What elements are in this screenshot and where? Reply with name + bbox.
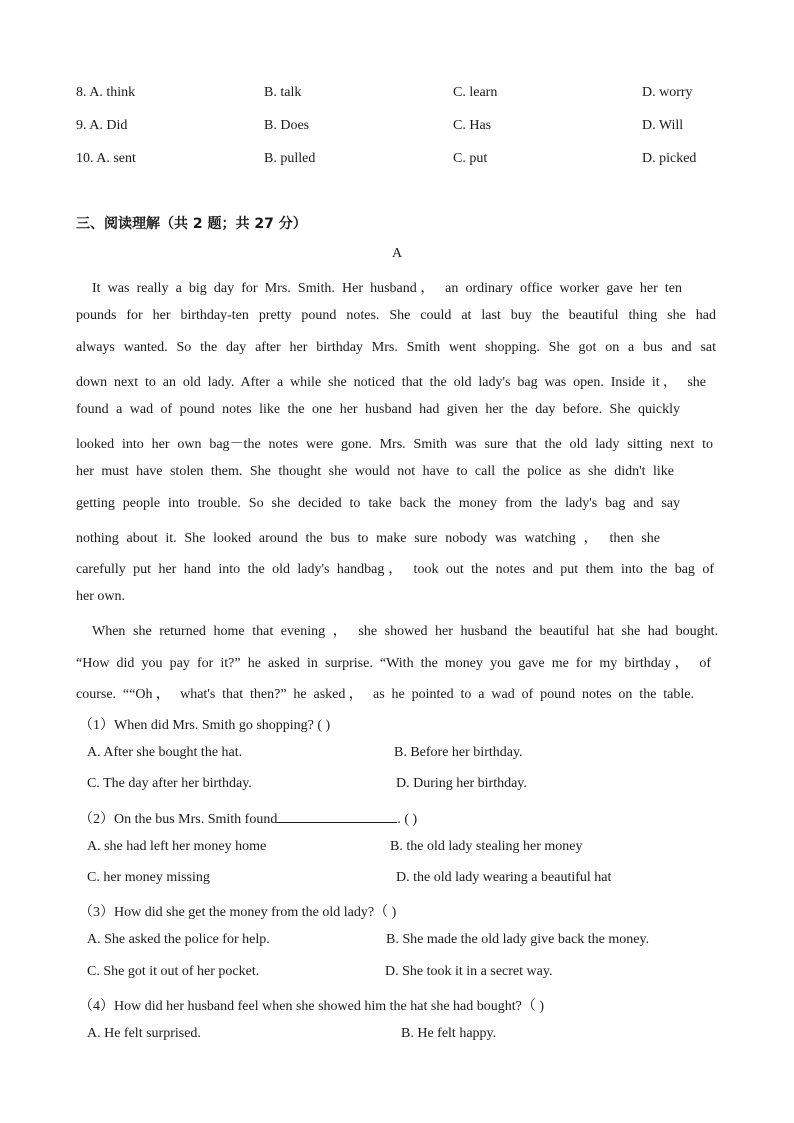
passage-line: her own.: [76, 589, 125, 604]
passage-line: found a wad of pound notes like the one her husband had given her the day before. She quickly: [76, 402, 680, 417]
question-stem: [79, 808, 417, 828]
option-a: 8. A. think: [76, 85, 136, 100]
answer-option: B. Before her birthday.: [394, 745, 523, 760]
passage-line: carefully put her hand into the old lady's handbag， took out the notes and put them into the bag of: [76, 562, 714, 577]
passage-line: nothing about it. She looked around the bus to make sure nobody was watching ， then she: [76, 531, 660, 546]
option-c: C. put: [453, 151, 488, 166]
question-stem-text: （2）On the bus Mrs. Smith found: [79, 812, 278, 827]
answer-option: A. she had left her money home: [87, 839, 267, 854]
passage-line: pounds for her birthday-ten pretty pound notes. She could at last buy the beautiful thing she had: [76, 308, 716, 323]
answer-option: B. She made the old lady give back the money.: [386, 932, 650, 947]
option-b: B. talk: [264, 85, 302, 100]
section-title: 三、阅读理解（共 2 题；共 27 分）: [76, 216, 307, 232]
question-stem: （4）How did her husband feel when she showed him the hat she had bought?（ ): [79, 999, 545, 1014]
answer-option: D. the old lady wearing a beautiful hat: [396, 870, 612, 885]
option-a: 9. A. Did: [76, 118, 128, 133]
passage-line: looked into her own bag－the notes were gone. Mrs. Smith was sure that the old lady sitting next to: [76, 437, 713, 452]
passage-title: A: [391, 246, 403, 261]
passage-line: It was really a big day for Mrs. Smith. Her husband， an ordinary office worker gave her ten: [92, 281, 682, 296]
answer-option: D. During her birthday.: [396, 776, 527, 791]
answer-option: C. The day after her birthday.: [87, 776, 252, 791]
answer-option: C. She got it out of her pocket.: [87, 964, 260, 979]
option-d: D. Will: [642, 118, 684, 133]
option-b: B. Does: [264, 118, 310, 133]
passage-line: down next to an old lady. After a while she noticed that the old lady's bag was open. Inside it， she: [76, 375, 706, 390]
answer-option: A. After she bought the hat.: [87, 745, 243, 760]
option-a: 10. A. sent: [76, 151, 136, 166]
passage-line: When she returned home that evening ， she showed her husband the beautiful hat she had bought.: [92, 624, 718, 639]
cloze-option-row: [0, 151, 794, 171]
question-stem: （1）When did Mrs. Smith go shopping? ( ): [79, 718, 331, 733]
option-b: B. pulled: [264, 151, 316, 166]
answer-option: A. He felt surprised.: [87, 1026, 201, 1041]
option-d: D. worry: [642, 85, 693, 100]
passage-line: her must have stolen them. She thought she would not have to call the police as she didn't like: [76, 464, 674, 479]
fill-blank: [277, 809, 397, 823]
passage-line: “How did you pay for it?” he asked in surprise. “With the money you gave me for my birthday， of: [76, 656, 711, 671]
option-c: C. Has: [453, 118, 492, 133]
passage-line: getting people into trouble. So she decided to take back the money from the lady's bag and say: [76, 496, 680, 511]
question-stem-text: . ( ): [397, 812, 418, 827]
passage-line: always wanted. So the day after her birthday Mrs. Smith went shopping. She got on a bus and sat: [76, 340, 716, 355]
passage-line: course. ““Oh， what's that then?” he asked， as he pointed to a wad of pound notes on the table.: [76, 687, 694, 702]
question-stem: （3）How did she get the money from the old lady?（ ): [79, 905, 397, 920]
answer-option: D. She took it in a secret way.: [385, 964, 553, 979]
cloze-option-row: [0, 118, 794, 138]
answer-option: C. her money missing: [87, 870, 210, 885]
answer-option: B. the old lady stealing her money: [390, 839, 583, 854]
answer-option: A. She asked the police for help.: [87, 932, 270, 947]
cloze-option-row: [0, 85, 794, 105]
option-c: C. learn: [453, 85, 498, 100]
option-d: D. picked: [642, 151, 697, 166]
answer-option: B. He felt happy.: [401, 1026, 497, 1041]
